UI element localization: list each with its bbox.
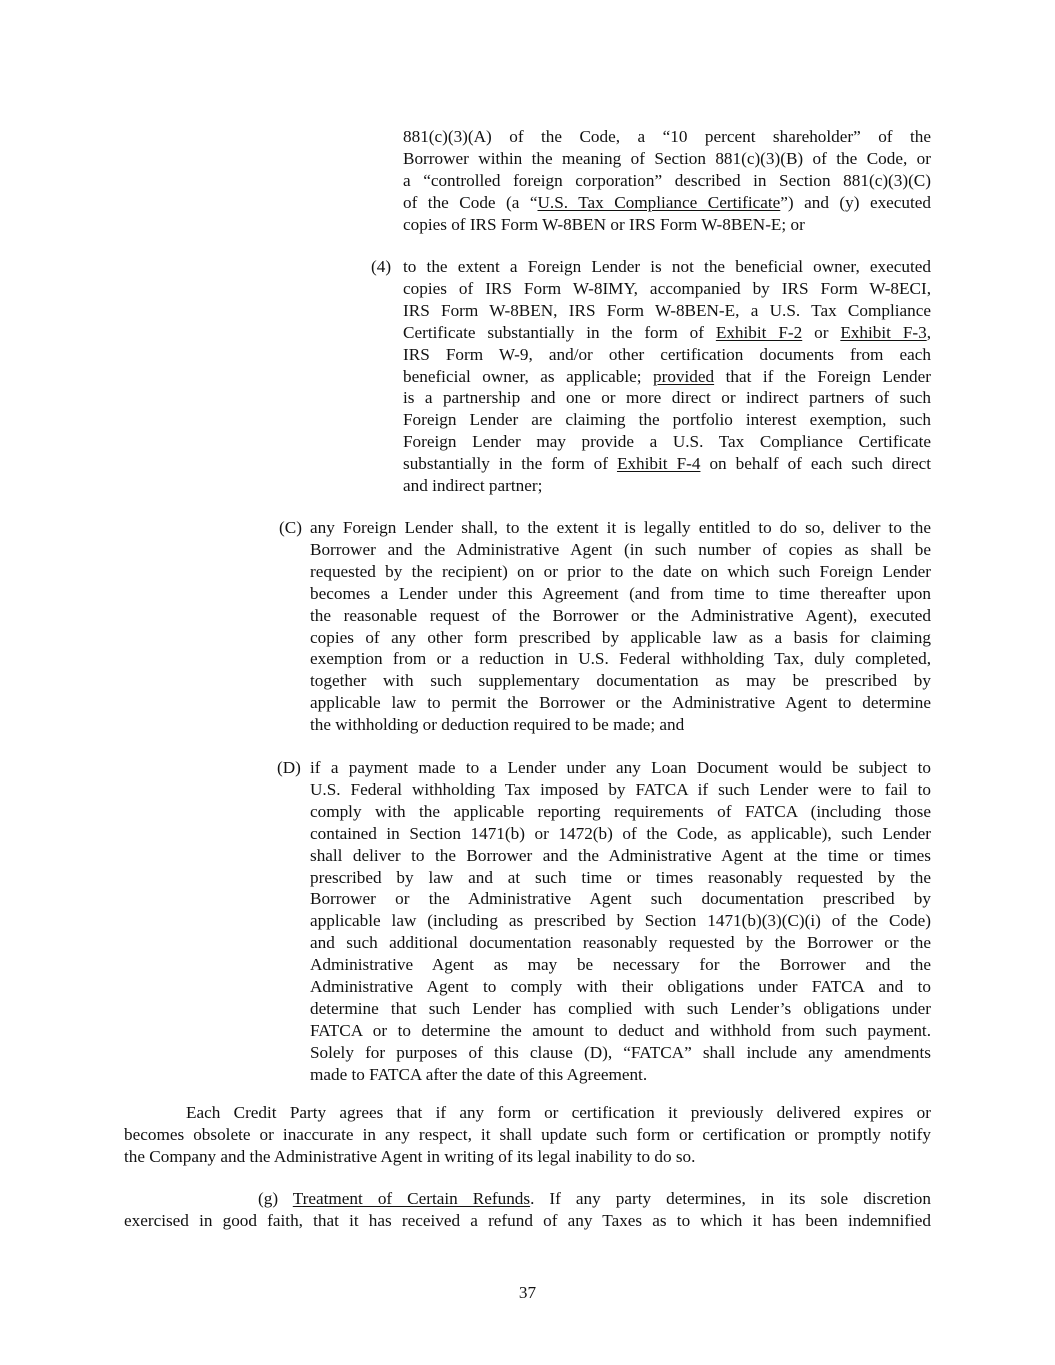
text-line: copies of IRS Form W-8BEN or IRS Form W-8BEN-E; or: [403, 214, 805, 234]
text-line: Administrative Agent as may be necessary for the Borrower and the: [310, 955, 931, 975]
text-line: prescribed by law and at such time or times reasonably requested by the: [310, 867, 931, 887]
exhibit-f3-reference: Exhibit F-3: [840, 322, 927, 342]
text-line: shall deliver to the Borrower and the Administrative Agent at the time or times: [310, 845, 931, 865]
text-line: the reasonable request of the Borrower or the Administrative Agent), executed: [310, 605, 931, 625]
text-line: to the extent a Foreign Lender is not the beneficial owner, executed: [403, 257, 931, 276]
text-line: Each Credit Party agrees that if any form or certification it previously delivered expires or: [186, 1103, 931, 1122]
text-line: IRS Form W-9, and/or other certification documents from each: [403, 344, 931, 364]
text-line: becomes a Lender under this Agreement (and from time to time thereafter upon: [310, 583, 931, 603]
item-c-label: (C): [279, 518, 302, 537]
text-line: Borrower or the Administrative Agent such documentation prescribed by: [310, 889, 931, 909]
text-line: Certificate substantially in the form of Exhibit F-2 or Exhibit F-3,: [403, 322, 931, 342]
text-line: any Foreign Lender shall, to the extent it is legally entitled to do so, deliver to the: [310, 518, 931, 537]
credit-party-paragraph: [124, 1102, 931, 1168]
exhibit-f2-reference: Exhibit F-2: [715, 322, 803, 342]
text-line: together with such supplementary documentation as may be prescribed by: [310, 671, 931, 691]
section-g-paragraph: [124, 1188, 931, 1232]
text-line: Foreign Lender may provide a U.S. Tax Compliance Certificate: [403, 432, 931, 452]
text-line: applicable law (including as prescribed by Section 1471(b)(3)(C)(i) of the Code): [310, 911, 931, 931]
text-line: beneficial owner, as applicable; provided that if the Foreign Lender: [403, 366, 932, 386]
text-line: FATCA or to determine the amount to deduct and withhold from such payment.: [310, 1020, 931, 1040]
exhibit-f4-reference: Exhibit F-4: [616, 454, 701, 474]
text-line: requested by the recipient) on or prior to the date on which such Foreign Lender: [310, 561, 931, 581]
text-line: is a partnership and one or more direct or indirect partners of such: [403, 388, 931, 408]
text-line: a “controlled foreign corporation” described in Section 881(c)(3)(C): [403, 170, 931, 190]
text-line: U.S. Federal withholding Tax imposed by FATCA if such Lender were to fail to: [310, 779, 931, 799]
item-d-paragraph: [310, 757, 931, 1086]
section-g-label: (g): [258, 1189, 279, 1208]
text-line: made to FATCA after the date of this Agreement.: [310, 1064, 648, 1084]
text-line: and indirect partner;: [403, 476, 543, 496]
text-line: contained in Section 1471(b) or 1472(b) of the Code, as applicable), such Lender: [310, 823, 931, 843]
defined-term-us-tax-compliance-certificate: U.S. Tax Compliance Certificate: [537, 192, 781, 212]
text-line: Borrower and the Administrative Agent (in such number of copies as shall be: [310, 539, 931, 559]
text-line: 881(c)(3)(A) of the Code, a “10 percent shareholder” of the: [403, 127, 931, 146]
text-line: applicable law to permit the Borrower or the Administrative Agent to determine: [310, 693, 931, 713]
text-line: and such additional documentation reasonably requested by the Borrower or the: [310, 933, 931, 953]
text-line: Foreign Lender are claiming the portfolio interest exemption, such: [403, 410, 931, 430]
text-line: Borrower within the meaning of Section 881(c)(3)(B) of the Code, or: [403, 148, 931, 168]
text-line: determine that such Lender has complied with such Lender’s obligations under: [310, 998, 931, 1018]
text-line: becomes obsolete or inaccurate in any respect, it shall update such form or certification or promptly notify: [124, 1124, 931, 1144]
item-d-label: (D): [277, 758, 301, 777]
text-line: copies of IRS Form W-8IMY, accompanied by IRS Form W-8ECI,: [403, 278, 931, 298]
page-number: 37: [518, 1283, 537, 1302]
provided-term: provided: [653, 366, 715, 386]
text-line: exercised in good faith, that it has received a refund of any Taxes as to which it has been indemnified: [124, 1210, 931, 1230]
text-line: Solely for purposes of this clause (D), “FATCA” shall include any amendments: [310, 1042, 931, 1062]
text-line: IRS Form W-8BEN, IRS Form W-8BEN-E, a U.S. Tax Compliance: [403, 300, 931, 320]
text-line: of the Code (a “U.S. Tax Compliance Certificate”) and (y) executed: [403, 192, 932, 212]
item-4-label: (4): [371, 257, 392, 276]
section-g-heading: Treatment of Certain Refunds: [292, 1189, 531, 1208]
text-line: if a payment made to a Lender under any Loan Document would be subject to: [310, 758, 931, 777]
item-4-paragraph: [403, 256, 931, 497]
text-line: (g) Treatment of Certain Refunds. If any party determines, in its sole discretion: [258, 1189, 931, 1208]
text-line: Administrative Agent to comply with their obligations under FATCA and to: [310, 977, 931, 997]
item-c-paragraph: [310, 517, 931, 736]
continuation-paragraph: [403, 126, 931, 236]
text-line: the Company and the Administrative Agent in writing of its legal inability to do so.: [124, 1146, 696, 1166]
text-line: the withholding or deduction required to be made; and: [310, 715, 685, 735]
text-line: exemption from or a reduction in U.S. Federal withholding Tax, duly completed,: [310, 649, 931, 669]
text-line: substantially in the form of Exhibit F-4 on behalf of each such direct: [403, 454, 931, 474]
text-line: comply with the applicable reporting requirements of FATCA (including those: [310, 801, 931, 821]
text-line: copies of any other form prescribed by applicable law as a basis for claiming: [310, 627, 931, 647]
